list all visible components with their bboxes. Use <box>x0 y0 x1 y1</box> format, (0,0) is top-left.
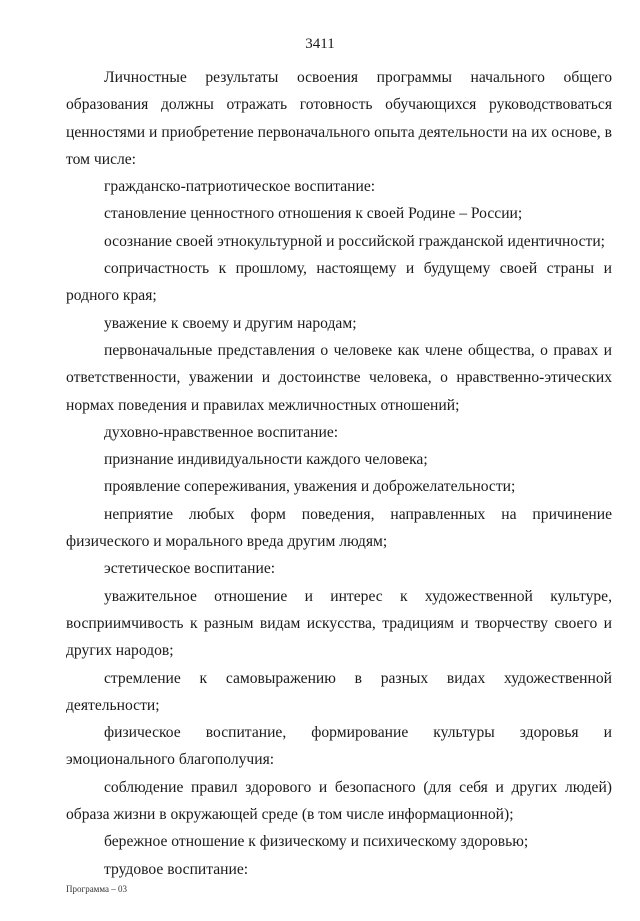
paragraph-moral-heading: духовно-нравственное воспитание: <box>104 423 339 441</box>
paragraph-item: сопричастность к прошлому, настоящему и будущему своей страны и родного края; <box>66 260 612 305</box>
paragraph-item: проявление сопереживания, уважения и доброжелательности; <box>104 478 516 496</box>
paragraph-item: бережное отношение к физическому и психическому здоровью; <box>104 833 529 851</box>
paragraph-aesthetic-heading: эстетическое воспитание: <box>104 560 276 578</box>
page-number: 3411 <box>305 36 335 52</box>
page-footer: Программа – 03 <box>66 884 128 894</box>
paragraph-item: первоначальные представления о человеке как члене общества, о правах и ответственности, уважении и достоинстве человека, о нравственно-этических нормах поведения и правилах межличностных отношений; <box>66 341 612 414</box>
paragraph-item: осознание своей этнокультурной и российской гражданской идентичности; <box>104 232 606 250</box>
paragraph-civic-heading: гражданско-патриотическое воспитание: <box>104 178 376 196</box>
paragraph-item: уважительное отношение и интерес к художественной культуре, восприимчивость к разным видам искусства, традициям и творчеству своего и других народов; <box>66 587 612 660</box>
paragraph-item: стремление к самовыражению в разных видах художественной деятельности; <box>66 669 612 714</box>
paragraph-item: становление ценностного отношения к своей Родине – России; <box>104 205 523 223</box>
paragraph-labor-heading: трудовое воспитание: <box>104 860 249 878</box>
paragraph-physical-heading: физическое воспитание, формирование культуры здоровья и эмоционального благополучия: <box>66 724 612 769</box>
paragraph-item: неприятие любых форм поведения, направленных на причинение физического и морального вреда другим людям; <box>66 505 612 551</box>
paragraph-intro: Личностные результаты освоения программы начального общего образования должны отражать готовность обучающихся руководствоваться ценностями и приобретение первоначального опыта деятельности на их основе, в том числе: <box>66 69 612 168</box>
paragraph-item: уважение к своему и другим народам; <box>104 314 357 332</box>
body-text <box>66 64 612 883</box>
paragraph-item: соблюдение правил здорового и безопасного (для себя и других людей) образа жизни в окружающей среде (в том числе информационной); <box>66 778 612 824</box>
paragraph-item: признание индивидуальности каждого человека; <box>104 451 428 469</box>
